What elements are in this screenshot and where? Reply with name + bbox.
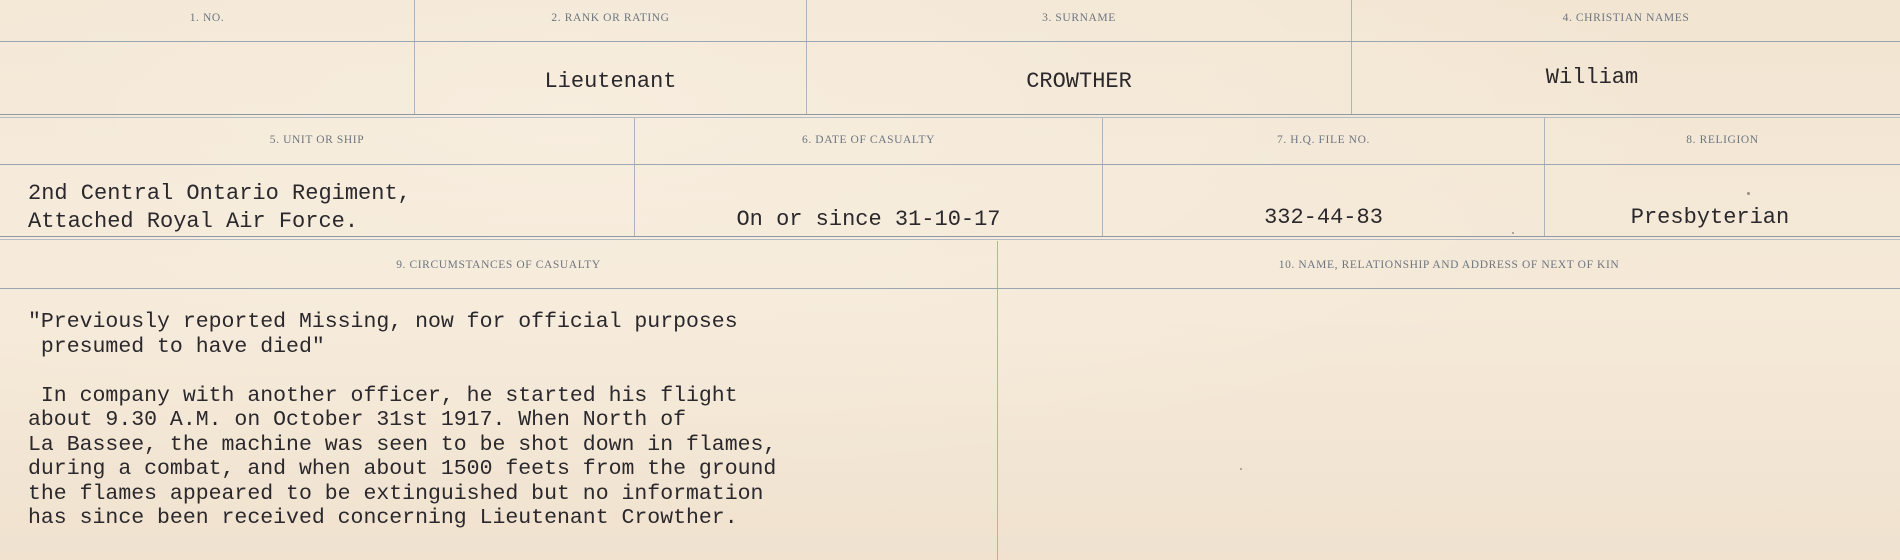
label-religion: 8. RELIGION <box>1686 134 1759 146</box>
value-religion: Presbyterian <box>1630 205 1790 230</box>
label-christian-names: 4. CHRISTIAN NAMES <box>1562 12 1690 24</box>
paper-speck <box>1512 232 1514 234</box>
field-unit <box>0 118 635 236</box>
value-christian-names: William <box>1545 65 1639 90</box>
field-religion <box>1545 118 1900 236</box>
field-file-no <box>1103 118 1545 236</box>
label-no: 1. NO. <box>189 12 225 24</box>
value-circumstances: "Previously reported Missing, now for official purposes presumed to have died" In company with another officer, he started his flight about 9.30 A.M. on October 31st 1917. When North of La Bassee, the machine was seen to be shot down in flames, during a combat, and when about 1500 feets from the ground the flames appeared to be extinguished but no information has since been received concerning Lieutenant Crowther. <box>28 310 777 530</box>
field-rank <box>415 0 807 115</box>
label-date: 6. DATE OF CASUALTY <box>801 134 935 146</box>
value-file-no: 332-44-83 <box>1264 205 1383 230</box>
rule-row2-bottom <box>0 236 1900 237</box>
field-christian-names <box>1352 0 1900 115</box>
rule-row2-label <box>0 164 1900 165</box>
field-surname <box>807 0 1352 115</box>
rule-row1-label <box>0 41 1900 42</box>
value-unit: 2nd Central Ontario Regiment, Attached Royal Air Force. <box>28 181 411 234</box>
label-circumstances: 9. CIRCUMSTANCES OF CASUALTY <box>396 259 601 271</box>
rule-row1-bottom <box>0 114 1900 115</box>
paper-speck <box>1747 192 1750 195</box>
value-date: On or since 31-10-17 <box>736 207 1001 232</box>
label-unit: 5. UNIT OR SHIP <box>269 134 365 146</box>
field-no <box>0 0 415 115</box>
value-rank: Lieutenant <box>544 69 677 94</box>
label-surname: 3. SURNAME <box>1042 12 1116 24</box>
label-rank: 2. RANK OR RATING <box>551 12 670 24</box>
row-service <box>0 118 1900 236</box>
paper-speck <box>1240 468 1242 470</box>
row-identity <box>0 0 1900 115</box>
label-file-no: 7. H.Q. FILE NO. <box>1277 134 1370 146</box>
value-surname: CROWTHER <box>1026 69 1132 94</box>
label-next-of-kin: 10. NAME, RELATIONSHIP AND ADDRESS OF NEXT OF KIN <box>1278 259 1620 271</box>
field-date <box>635 118 1103 236</box>
rule-row3-label <box>0 288 1900 289</box>
